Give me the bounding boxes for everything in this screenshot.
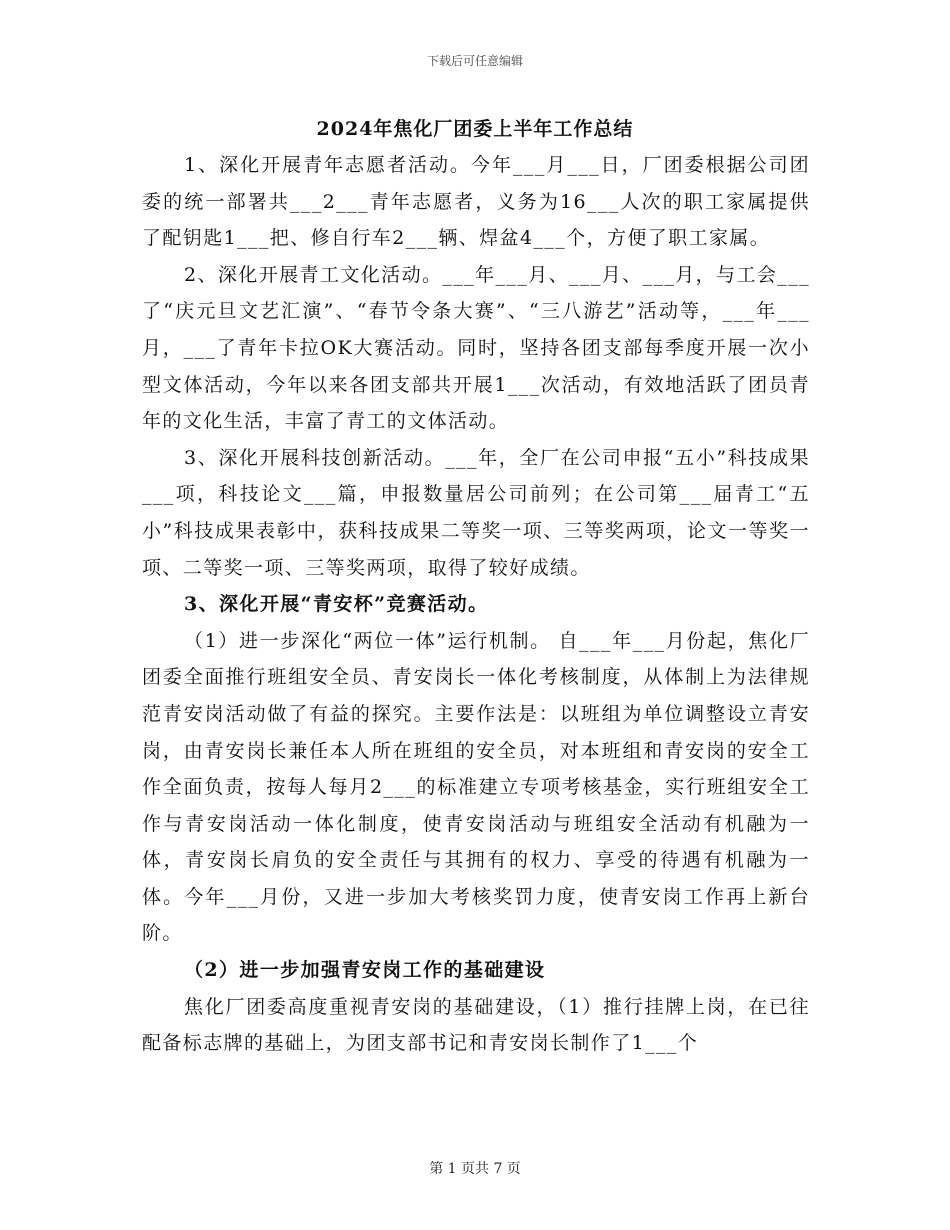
section-heading-qingan-cup: 3、深化开展“青安杯”竞赛活动。 — [184, 593, 489, 616]
paragraph-tech-innovation: 3、深化开展科技创新活动。___年，全厂在公司申报“五小”科技成果___项，科技论文___篇，申报数量居公司前列；在公司第___届青工“五小”科技成果表彰中，获科技成果二等奖一项、三等奖两项，论文一等奖一项、二等奖一项、三等奖两项，取得了较好成绩。 — [142, 446, 810, 579]
document-title: 2024年焦化厂团委上半年工作总结 — [316, 118, 634, 140]
page-header: 下载后可任意编辑 — [426, 54, 523, 68]
paragraph-culture-activities: 2、深化开展青工文化活动。___年___月、___月、___月，与工会___了“庆元旦文艺汇演”、“春节令条大赛”、“三八游艺”活动等，___年___月，___了青年卡拉OK大赛活动。同时，坚持各团支部每季度开展一次小型文体活动，今年以来各团支部共开展1___次活动，有效地活跃了团员青年的文化生活，丰富了青工的文体活动。 — [142, 263, 810, 433]
subsection-heading-basic-construction: （2）进一步加强青安岗工作的基础建设 — [184, 959, 546, 982]
paragraph-volunteer-activities: 1、深化开展青年志愿者活动。今年___月___日，厂团委根据公司团委的统一部署共___2___青年志愿者，义务为16___人次的职工家属提供了配钥匙1___把、修自行车2___辆、焊盆4___个，方便了职工家属。 — [142, 154, 810, 250]
paragraph-two-in-one-mechanism: （1）进一步深化“两位一体”运行机制。 自___年___月份起，焦化厂团委全面推行班组安全员、青安岗长一体化考核制度，从体制上为法律规范青安岗活动做了有益的探究。主要作法是：以班组为单位调整设立青安岗，由青安岗长兼任本人所在班组的安全员，对本班组和青安岗的安全工作全面负责，按每人每月2___的标准建立专项考核基金，实行班组安全工作与青安岗活动一体化制度，使青安岗活动与班组安全活动有机融为一体，青安岗长肩负的安全责任与其拥有的权力、享受的待遇有机融为一体。今年___月份，又进一步加大考核奖罚力度，使青安岗工作再上新台阶。 — [142, 629, 810, 945]
page-footer: 第 1 页共 7 页 — [429, 1161, 521, 1177]
document-body — [142, 147, 810, 1062]
paragraph-basic-construction: 焦化厂团委高度重视青安岗的基础建设，（1）推行挂牌上岗，在已往配备标志牌的基础上，为团支部书记和青安岗长制作了1___个 — [142, 995, 810, 1055]
